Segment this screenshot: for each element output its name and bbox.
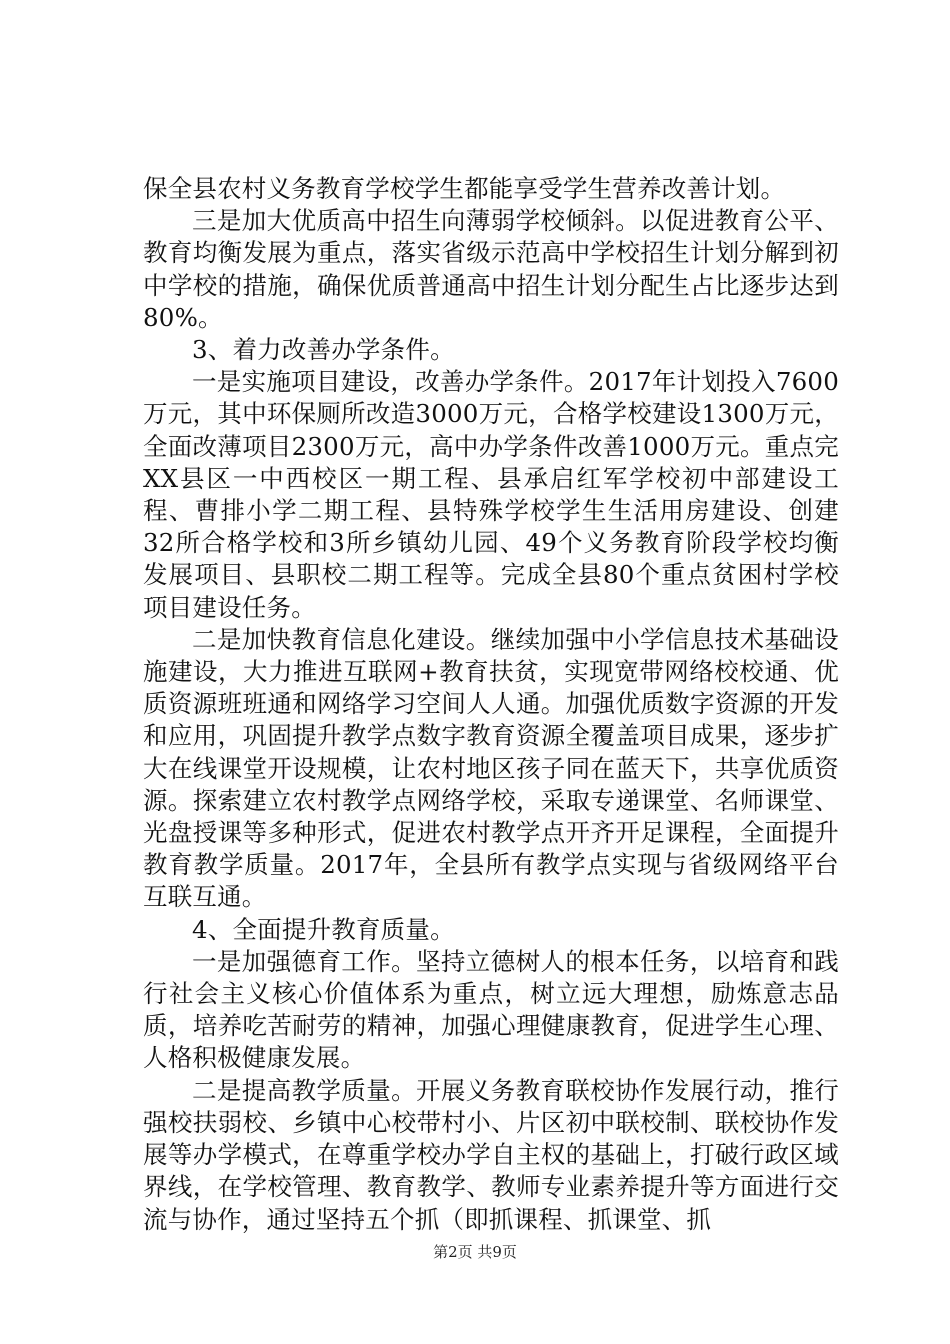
paragraph-item-one-moral-education: 一是加强德育工作。坚持立德树人的根本任务，以培育和践行社会主义核心价值体系为重点，树立远大理想，励炼意志品质，培养吃苦耐劳的精神，加强心理健康教育，促进学生心理、人格积极健康发展。 — [143, 946, 839, 1073]
paragraph-item-two-teaching-quality: 二是提高教学质量。开展义务教育联校协作发展行动，推行强校扶弱校、乡镇中心校带村小、片区初中联校制、联校协作发展等办学模式，在尊重学校办学自主权的基础上，打破行政区域界线，在学校管理、教育教学、教师专业素养提升等方面进行交流与协作，通过坚持五个抓（即抓课程、抓课堂、抓 — [143, 1075, 839, 1234]
document-body — [143, 173, 839, 1236]
paragraph-item-one-construction: 一是实施项目建设，改善办学条件。2017年计划投入7600万元，其中环保厕所改造3000万元，合格学校建设1300万元，全面改薄项目2300万元，高中办学条件改善1000万元。重点完XX县区一中西校区一期工程、县承启红军学校初中部建设工程、曹排小学二期工程、县特殊学校学生生活用房建设、创建32所合格学校和3所乡镇幼儿园、49个义务教育阶段学校均衡发展项目、县职校二期工程等。完成全县80个重点贫困村学校项目建设任务。 — [143, 367, 839, 622]
section-heading-4: 4、全面提升教育质量。 — [192, 914, 455, 944]
paragraph-item-two-informatization: 二是加快教育信息化建设。继续加强中小学信息技术基础设施建设，大力推进互联网+教育扶贫，实现宽带网络校校通、优质资源班班通和网络学习空间人人通。加强优质数字资源的开发和应用，巩固提升教学点数字教育资源全覆盖项目成果，逐步扩大在线课堂开设规模，让农村地区孩子同在蓝天下，共享优质资源。探索建立农村教学点网络学校，采取专递课堂、名师课堂、光盘授课等多种形式，促进农村教学点开齐开足课程，全面提升教育教学质量。2017年，全县所有教学点实现与省级网络平台互联互通。 — [143, 624, 839, 912]
page-footer: 第2页 共9页 — [433, 1243, 517, 1261]
paragraph-continuation: 保全县农村义务教育学校学生都能享受学生营养改善计划。 — [143, 174, 786, 203]
paragraph-item-three: 三是加大优质高中招生向薄弱学校倾斜。以促进教育公平、教育均衡发展为重点，落实省级示范高中学校招生计划分解到初中学校的措施，确保优质普通高中招生计划分配生占比逐步达到80%。 — [143, 206, 839, 332]
section-heading-3: 3、着力改善办学条件。 — [192, 335, 455, 365]
